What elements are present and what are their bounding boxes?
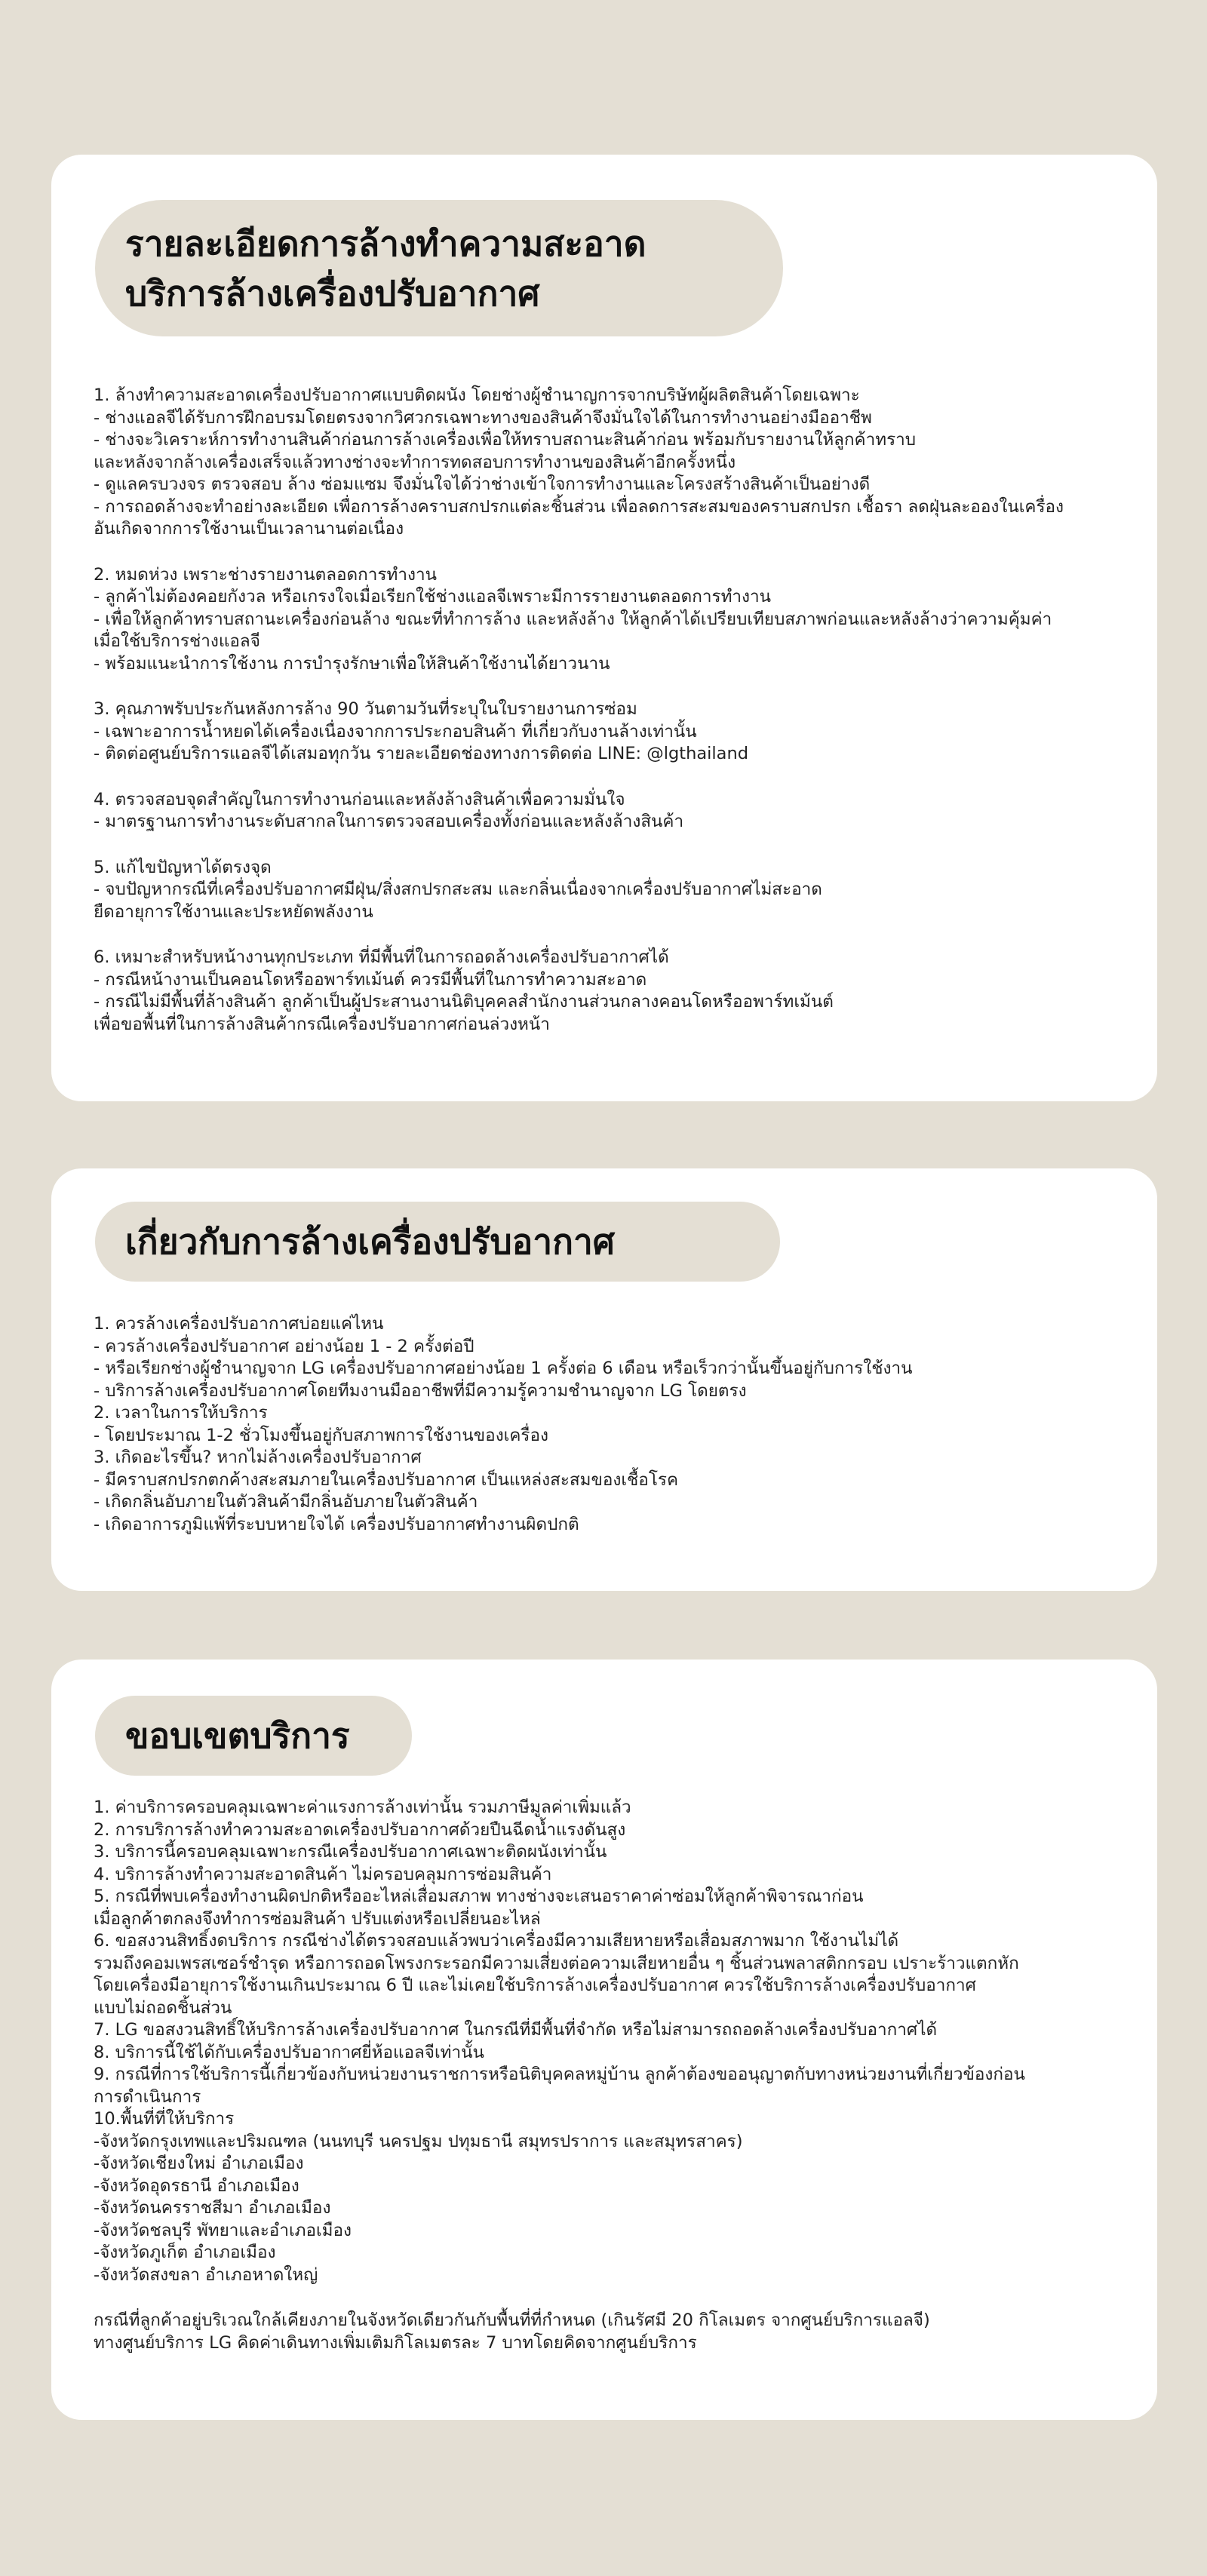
- body-line: - จบปัญหากรณีที่เครื่องปรับอากาศมีฝุ่น/สิ่งสกปรกสะสม และกลิ่นเนื่องจากเครื่องปรับอากาศไม่สะอาด: [94, 880, 822, 899]
- body-line: เมื่อลูกค้าตกลงจึงทำการซ่อมสินค้า ปรับแต่งหรือเปลี่ยนอะไหล่: [94, 1908, 541, 1929]
- body-line: - เฉพาะอาการน้ำหยดได้เครื่องเนื่องจากการประกอบสินค้า ที่เกี่ยวกับงานล้างเท่านั้น: [94, 721, 697, 741]
- body-line: 4. บริการล้างทำความสะอาดสินค้า ไม่ครอบคลุมการซ่อมสินค้า: [94, 1864, 552, 1884]
- body-line: 5. แก้ไขปัญหาได้ตรงจุด: [94, 857, 272, 877]
- body-line: 2. เวลาในการให้บริการ: [94, 1403, 268, 1423]
- paragraph-gap: [94, 923, 1127, 947]
- body-line: 3. บริการนี้ครอบคลุมเฉพาะกรณีเครื่องปรับอากาศเฉพาะติดผนังเท่านั้น: [94, 1842, 607, 1862]
- body-line: 3. คุณภาพรับประกันหลังการล้าง 90 วันตามวันที่ระบุในใบรายงานการซ่อม: [94, 699, 637, 719]
- paragraph-gap: [94, 834, 1127, 857]
- body-line: - เพื่อให้ลูกค้าทราบสถานะเครื่องก่อนล้าง ขณะที่ทำการล้าง และหลังล้าง ให้ลูกค้าได้เปรียบเทียบสภาพก่อนและหลังล้างว่าความคุ้มค่า: [94, 609, 1052, 629]
- body-line: - ช่างแอลจีได้รับการฝึกอบรมโดยตรงจากวิศวกรเฉพาะทางของสินค้าจึงมั่นใจได้ในการทำงานอย่างมืออาชีพ: [94, 407, 872, 428]
- body-line: กรณีที่ลูกค้าอยู่บริเวณใกล้เคียงภายในจังหวัดเดียวกันกับพื้นที่ที่กำหนด (เกินรัศมี 20 กิโลเมตร จากศูนย์บริการแอลจี): [94, 2310, 930, 2330]
- body-line: การดำเนินการ: [94, 2086, 201, 2107]
- body-line: -จังหวัดชลบุรี พัทยาและอำเภอเมือง: [94, 2220, 352, 2240]
- body-line: เพื่อขอพื้นที่ในการล้างสินค้ากรณีเครื่องปรับอากาศก่อนล่วงหน้า: [94, 1014, 550, 1034]
- body-line: 10.พื้นที่ที่ให้บริการ: [94, 2109, 235, 2129]
- body-line: - โดยประมาณ 1-2 ชั่วโมงขึ้นอยู่กับสภาพการใช้งานของเครื่อง: [94, 1425, 549, 1445]
- body-line: เมื่อใช้บริการช่างแอลจี: [94, 631, 260, 651]
- section-body: [94, 385, 1127, 1036]
- body-line: 6. ขอสงวนสิทธิ์งดบริการ กรณีช่างได้ตรวจสอบแล้วพบว่าเครื่องมีความเสียหายหรือเสื่อมสภาพมาก ใช้งานไม่ได้: [94, 1931, 899, 1951]
- body-line: 2. การบริการล้างทำความสะอาดเครื่องปรับอากาศด้วยปืนฉีดน้ำแรงดันสูง: [94, 1819, 626, 1840]
- body-line: - เกิดอาการภูมิแพ้ที่ระบบหายใจได้ เครื่องปรับอากาศทำงานผิดปกติ: [94, 1514, 579, 1534]
- body-line: - เกิดกลิ่นอับภายในตัวสินค้ามีกลิ่นอับภายในตัวสินค้า: [94, 1492, 478, 1512]
- body-line: - หรือเรียกช่างผู้ชำนาญจาก LG เครื่องปรับอากาศอย่างน้อย 1 ครั้งต่อ 6 เดือน หรือเร็วกว่านั้นขึ้นอยู่กับการใช้งาน: [94, 1359, 913, 1378]
- body-line: แบบไม่ถอดชิ้นส่วน: [94, 1997, 232, 2018]
- body-line: - ช่างจะวิเคราะห์การทำงานสินค้าก่อนการล้างเครื่องเพื่อให้ทราบสถานะสินค้าก่อน พร้อมกับรายงานให้ลูกค้าทราบ: [94, 430, 917, 450]
- cleaning-details-card: [51, 155, 1157, 1101]
- body-line: -จังหวัดกรุงเทพและปริมณฑล (นนทบุรี นครปฐม ปทุมธานี สมุทรปราการ และสมุทรสาคร): [94, 2131, 743, 2151]
- section-title-line: เกี่ยวกับการล้างเครื่องปรับอากาศ: [125, 1221, 616, 1262]
- body-line: -จังหวัดอุดรธานี อำเภอเมือง: [94, 2175, 299, 2196]
- paragraph-gap: [94, 675, 1127, 698]
- body-line: ทางศูนย์บริการ LG คิดค่าเดินทางเพิ่มเติมกิโลเมตรละ 7 บาทโดยคิดจากศูนย์บริการ: [94, 2332, 697, 2353]
- body-line: 5. กรณีที่พบเครื่องทำงานผิดปกติหรืออะไหล่เสื่อมสภาพ ทางช่างจะเสนอราคาค่าซ่อมให้ลูกค้าพิจารณาก่อน: [94, 1887, 864, 1906]
- body-line: - การถอดล้างจะทำอย่างละเอียด เพื่อการล้างคราบสกปรกแต่ละชิ้นส่วน เพื่อลดการสะสมของคราบสกปรก เชื้อรา ลดฝุ่นละอองในเครื่อง: [94, 496, 1064, 517]
- about-cleaning-card: [51, 1168, 1157, 1591]
- section-title-line: รายละเอียดการล้างทำความสะอาด: [125, 223, 646, 264]
- body-line: 4. ตรวจสอบจุดสำคัญในการทำงานก่อนและหลังล้างสินค้าเพื่อความมั่นใจ: [94, 789, 625, 809]
- body-line: -จังหวัดสงขลา อำเภอหาดใหญ่: [94, 2264, 318, 2285]
- body-line: ยืดอายุการใช้งานและประหยัดพลังงาน: [94, 901, 373, 922]
- section-title-line: บริการล้างเครื่องปรับอากาศ: [125, 272, 540, 314]
- body-line: -จังหวัดนครราชสีมา อำเภอเมือง: [94, 2198, 331, 2218]
- paragraph-gap: [94, 2286, 1127, 2310]
- body-line: 1. ควรล้างเครื่องปรับอากาศบ่อยแค่ไหน: [94, 1314, 384, 1334]
- body-line: 1. ค่าบริการครอบคลุมเฉพาะค่าแรงการล้างเท่านั้น รวมภาษีมูลค่าเพิ่มแล้ว: [94, 1798, 631, 1817]
- section-title-line: ขอบเขตบริการ: [125, 1715, 350, 1756]
- body-line: 8. บริการนี้ใช้ได้กับเครื่องปรับอากาศยี่ห้อแอลจีเท่านั้น: [94, 2042, 484, 2062]
- section-body: [94, 1797, 1127, 2354]
- body-line: - ควรล้างเครื่องปรับอากาศ อย่างน้อย 1 - 2 ครั้งต่อปี: [94, 1336, 475, 1356]
- body-line: 7. LG ขอสงวนสิทธิ์ให้บริการล้างเครื่องปรับอากาศ ในกรณีที่มีพื้นที่จำกัด หรือไม่สามารถถอดล้างเครื่องปรับอากาศได้: [94, 2020, 938, 2040]
- body-line: 1. ล้างทำความสะอาดเครื่องปรับอากาศแบบติดผนัง โดยช่างผู้ชำนาญการจากบริษัทผู้ผลิตสินค้าโดยเฉพาะ: [94, 385, 860, 405]
- body-line: 9. กรณีที่การใช้บริการนี้เกี่ยวข้องกับหน่วยงานราชการหรือนิติบุคคลหมู่บ้าน ลูกค้าต้องขออนุญาตกับทางหน่วยงานที่เกี่ยวข้องก่อน: [94, 2065, 1025, 2084]
- body-line: 6. เหมาะสำหรับหน้างานทุกประเภท ที่มีพื้นที่ในการถอดล้างเครื่องปรับอากาศได้: [94, 947, 669, 967]
- body-line: - ดูแลครบวงจร ตรวจสอบ ล้าง ซ่อมแซม จึงมั่นใจได้ว่าช่างเข้าใจการทำงานและโครงสร้างสินค้าเป็นอย่างดี: [94, 474, 871, 494]
- body-line: - ติดต่อศูนย์บริการแอลจีได้เสมอทุกวัน รายละเอียดช่องทางการติดต่อ LINE: @lgthailand: [94, 744, 749, 763]
- body-line: - พร้อมแนะนำการใช้งาน การบำรุงรักษาเพื่อให้สินค้าใช้งานได้ยาวนาน: [94, 653, 610, 674]
- paragraph-gap: [94, 766, 1127, 789]
- section-title: [95, 200, 783, 336]
- section-title: [95, 1696, 412, 1776]
- paragraph-gap: [94, 541, 1127, 564]
- body-line: และหลังจากล้างเครื่องเสร็จแล้วทางช่างจะทำการทดสอบการทำงานของสินค้าอีกครั้งหนึ่ง: [94, 452, 736, 472]
- body-line: 3. เกิดอะไรขึ้น? หากไม่ล้างเครื่องปรับอากาศ: [94, 1448, 422, 1467]
- body-line: - มีคราบสกปรกตกค้างสะสมภายในเครื่องปรับอากาศ เป็นแหล่งสะสมของเชื้อโรค: [94, 1469, 679, 1490]
- body-line: - มาตรฐานการทำงานระดับสากลในการตรวจสอบเครื่องทั้งก่อนและหลังล้างสินค้า: [94, 812, 684, 831]
- body-line: 2. หมดห่วง เพราะช่างรายงานตลอดการทำงาน: [94, 564, 437, 585]
- body-line: -จังหวัดเชียงใหม่ อำเภอเมือง: [94, 2154, 304, 2173]
- body-line: อันเกิดจากการใช้งานเป็นเวลานานต่อเนื่อง: [94, 519, 404, 539]
- body-line: - บริการล้างเครื่องปรับอากาศโดยทีมงานมืออาชีพที่มีความรู้ความชำนาญจาก LG โดยตรง: [94, 1380, 747, 1401]
- body-line: - ลูกค้าไม่ต้องคอยกังวล หรือเกรงใจเมื่อเรียกใช้ช่างแอลจีเพราะมีการรายงานตลอดการทำงาน: [94, 587, 772, 606]
- service-scope-card: [51, 1660, 1157, 2420]
- body-line: - กรณีไม่มีพื้นที่ล้างสินค้า ลูกค้าเป็นผู้ประสานงานนิติบุคคลสำนักงานส่วนกลางคอนโดหรืออพาร์ทเม้นต์: [94, 992, 834, 1012]
- body-line: รวมถึงคอมเพรสเซอร์ชำรุด หรือการถอดโพรงกระรอกมีความเสี่ยงต่อความเสียหายอื่น ๆ ชิ้นส่วนพลาสติกกรอบ เปราะร้าวแตกหัก: [94, 1953, 1019, 1973]
- body-line: - กรณีหน้างานเป็นคอนโดหรืออพาร์ทเม้นต์ ควรมีพื้นที่ในการทำความสะอาด: [94, 969, 647, 990]
- body-line: -จังหวัดภูเก็ต อำเภอเมือง: [94, 2243, 276, 2262]
- body-line: โดยเครื่องมีอายุการใช้งานเกินประมาณ 6 ปี และไม่เคยใช้บริการล้างเครื่องปรับอากาศ ควรใช้บริการล้างเครื่องปรับอากาศ: [94, 1976, 976, 1995]
- section-title: [95, 1202, 780, 1282]
- section-body: [94, 1313, 1127, 1536]
